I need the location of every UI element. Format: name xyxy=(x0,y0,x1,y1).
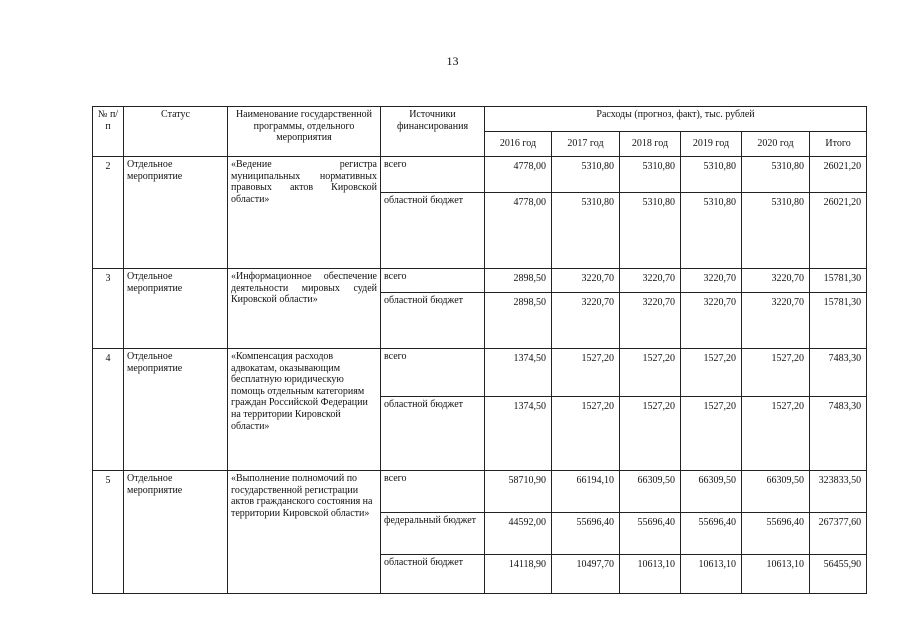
header-name: Наименование государственной программы, отдельного мероприятия xyxy=(228,107,381,157)
total-cell: 7483,30 xyxy=(810,397,867,471)
value-cell: 2898,50 xyxy=(485,293,552,349)
value-cell: 66309,50 xyxy=(742,471,810,513)
header-expenses: Расходы (прогноз, факт), тыс. рублей xyxy=(485,107,867,132)
value-cell: 5310,80 xyxy=(742,157,810,193)
source-label: всего xyxy=(381,157,485,193)
row-number: 3 xyxy=(93,269,124,349)
value-cell: 3220,70 xyxy=(620,293,681,349)
header-year: 2020 год xyxy=(742,132,810,157)
total-cell: 267377,60 xyxy=(810,513,867,555)
header-year: 2019 год xyxy=(681,132,742,157)
value-cell: 4778,00 xyxy=(485,157,552,193)
total-cell: 26021,20 xyxy=(810,157,867,193)
table-body xyxy=(93,107,867,594)
row-number: 2 xyxy=(93,157,124,269)
source-label: областной бюджет xyxy=(381,397,485,471)
header-num: № п/п xyxy=(93,107,124,157)
value-cell: 3220,70 xyxy=(742,269,810,293)
total-cell: 7483,30 xyxy=(810,349,867,397)
total-cell: 15781,30 xyxy=(810,269,867,293)
value-cell: 10497,70 xyxy=(552,555,620,594)
row-name: «Выполнение полномочий по государственной регистрации актов гражданского состояния на территории Кировской области» xyxy=(228,471,381,594)
value-cell: 5310,80 xyxy=(742,193,810,269)
value-cell: 66309,50 xyxy=(620,471,681,513)
value-cell: 1527,20 xyxy=(620,397,681,471)
total-cell: 323833,50 xyxy=(810,471,867,513)
value-cell: 58710,90 xyxy=(485,471,552,513)
header-year: 2017 год xyxy=(552,132,620,157)
value-cell: 5310,80 xyxy=(681,157,742,193)
value-cell: 1527,20 xyxy=(742,349,810,397)
value-cell: 1527,20 xyxy=(552,397,620,471)
value-cell: 3220,70 xyxy=(681,269,742,293)
header-status: Статус xyxy=(124,107,228,157)
row-name: «Ведение регистра муниципальных нормативных правовых актов Кировской области» xyxy=(228,157,381,269)
header-total: Итого xyxy=(810,132,867,157)
value-cell: 5310,80 xyxy=(620,193,681,269)
row-status: Отдельное мероприятие xyxy=(124,269,228,349)
value-cell: 3220,70 xyxy=(552,269,620,293)
value-cell: 3220,70 xyxy=(552,293,620,349)
header-source: Источники финансирования xyxy=(381,107,485,157)
value-cell: 66309,50 xyxy=(681,471,742,513)
row-status: Отдельное мероприятие xyxy=(124,157,228,269)
source-label: областной бюджет xyxy=(381,193,485,269)
row-name: «Информационное обеспечение деятельности мировых судей Кировской области» xyxy=(228,269,381,349)
header-year: 2016 год xyxy=(485,132,552,157)
total-cell: 15781,30 xyxy=(810,293,867,349)
expenses-table xyxy=(92,106,867,594)
value-cell: 5310,80 xyxy=(552,157,620,193)
value-cell: 44592,00 xyxy=(485,513,552,555)
source-label: всего xyxy=(381,349,485,397)
header-year: 2018 год xyxy=(620,132,681,157)
value-cell: 14118,90 xyxy=(485,555,552,594)
value-cell: 5310,80 xyxy=(681,193,742,269)
value-cell: 1527,20 xyxy=(681,349,742,397)
source-label: всего xyxy=(381,269,485,293)
value-cell: 10613,10 xyxy=(681,555,742,594)
value-cell: 1527,20 xyxy=(742,397,810,471)
row-status: Отдельное мероприятие xyxy=(124,349,228,471)
value-cell: 5310,80 xyxy=(552,193,620,269)
row-name: «Компенсация расходов адвокатам, оказывающим бесплатную юридическую помощь отдельным категориям граждан Российской Федерации на территории Кировской области» xyxy=(228,349,381,471)
row-number: 5 xyxy=(93,471,124,594)
value-cell: 1527,20 xyxy=(620,349,681,397)
value-cell: 3220,70 xyxy=(742,293,810,349)
value-cell: 3220,70 xyxy=(681,293,742,349)
value-cell: 1527,20 xyxy=(681,397,742,471)
value-cell: 2898,50 xyxy=(485,269,552,293)
source-label: областной бюджет xyxy=(381,293,485,349)
value-cell: 4778,00 xyxy=(485,193,552,269)
value-cell: 55696,40 xyxy=(620,513,681,555)
value-cell: 10613,10 xyxy=(742,555,810,594)
value-cell: 66194,10 xyxy=(552,471,620,513)
value-cell: 55696,40 xyxy=(681,513,742,555)
value-cell: 55696,40 xyxy=(742,513,810,555)
value-cell: 1374,50 xyxy=(485,349,552,397)
source-label: всего xyxy=(381,471,485,513)
source-label: федеральный бюджет xyxy=(381,513,485,555)
row-status: Отдельное мероприятие xyxy=(124,471,228,594)
source-label: областной бюджет xyxy=(381,555,485,594)
value-cell: 5310,80 xyxy=(620,157,681,193)
page-number: 13 xyxy=(446,54,459,68)
value-cell: 1374,50 xyxy=(485,397,552,471)
value-cell: 55696,40 xyxy=(552,513,620,555)
value-cell: 1527,20 xyxy=(552,349,620,397)
value-cell: 3220,70 xyxy=(620,269,681,293)
total-cell: 56455,90 xyxy=(810,555,867,594)
row-number: 4 xyxy=(93,349,124,471)
value-cell: 10613,10 xyxy=(620,555,681,594)
total-cell: 26021,20 xyxy=(810,193,867,269)
